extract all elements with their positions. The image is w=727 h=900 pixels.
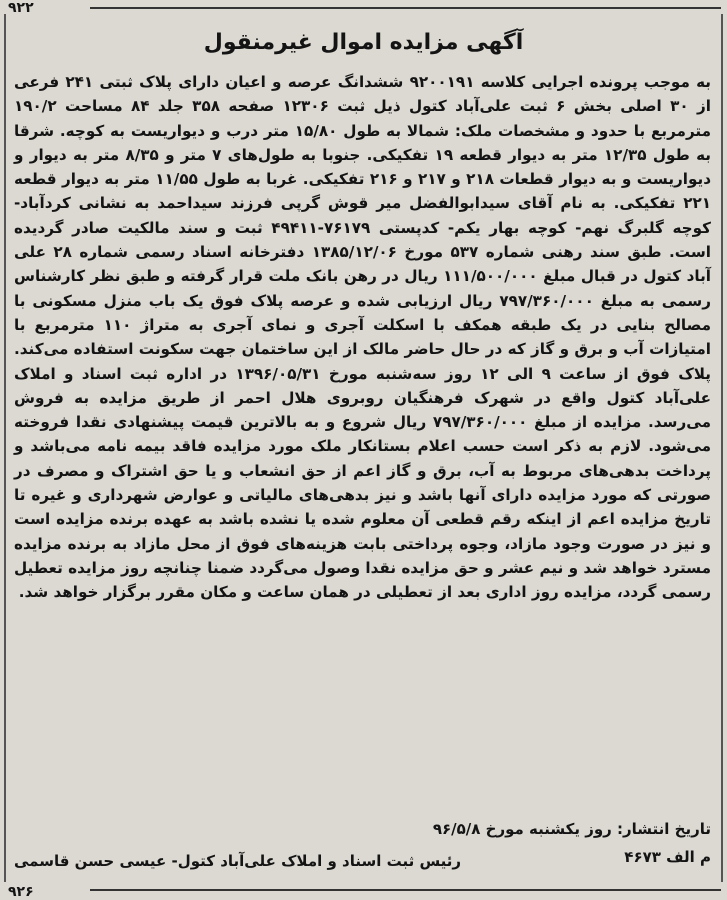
- publish-date: تاریخ انتشار: روز یکشنبه مورخ ۹۶/۵/۸: [432, 820, 711, 838]
- bottom-page-code: ۹۲۶: [8, 884, 34, 900]
- notice-footer: [14, 848, 711, 872]
- bottom-divider: [90, 889, 721, 891]
- notice-body: به موجب پرونده اجرایی کلاسه ۹۲۰۰۱۹۱ ششدانگ عرصه و اعیان دارای پلاک ثبتی ۲۴۱ فرعی از ۳۰ اصلی بخش ۶ ثبت علی‌آباد کتول ذیل ثبت ۱۲۳۰۶ صفحه ۳۵۸ جلد ۸۴ مساحت ۱۹۰/۲ مترمربع با حدود و مشخصات ملک: شمالا به طول ۱۵/۸۰ متر درب و دیواریست به کوچه. شرقا به طول ۱۲/۳۵ متر به دیوار قطعه ۱۹ تفکیکی. جنوبا به طول‌های ۷ متر و ۸/۳۵ متر به دیوار و دیواریست و به دیوار قطعات ۲۱۸ و ۲۱۷ و ۲۱۶ تفکیکی. غربا به طول ۱۱/۵۵ متر به دیوار قطعه ۲۲۱ تفکیکی. به نام آقای سیدابوالفضل میر قوش گرپی فرزند سیداحمد به نشانی کردآباد- کوچه گلبرگ نهم- کوچه بهار یکم- کدپستی ۷۶۱۷۹-۴۹۴۱۱ ثبت و سند مالکیت صادر گردیده است. طبق سند رهنی شماره ۵۳۷ مورخ ۱۳۸۵/۱۲/۰۶ دفترخانه اسناد رسمی شماره ۲۸ علی آباد کتول در قبال مبلغ ۱۱۱/۵۰۰/۰۰۰ ریال در رهن بانک ملت قرار گرفته و طبق نظر کارشناس رسمی به مبلغ ۷۹۷/۳۶۰/۰۰۰ ریال ارزیابی شده و عرصه پلاک فوق یک باب منزل مسکونی با مصالح بنایی در یک طبقه همکف با اسکلت آجری و نمای آجری به متراژ ۱۱۰ مترمربع با امتیازات آب و برق و گاز که در حال حاضر مالک از این ساختمان جهت سکونت استفاده می‌کند. پلاک فوق از ساعت ۹ الی ۱۲ روز سه‌شنبه مورخ ۱۳۹۶/۰۵/۳۱ در اداره ثبت اسناد و املاک علی‌آباد کتول واقع در شهرک فرهنگیان روبروی هلال احمر از طریق مزایده به فروش می‌رسد. مزایده از مبلغ ۷۹۷/۳۶۰/۰۰۰ ریال شروع و به بالاترین قیمت پیشنهادی نقدا فروخته می‌شود. لازم به ذکر است حسب اعلام بستانکار ملک مورد مزایده فاقد بیمه نامه می‌باشد و پرداخت بدهی‌های مربوط به آب، برق و گاز اعم از حق انشعاب و یا حق اشتراک و مصرف در صورتی که مورد مزایده دارای آنها باشد و نیز بدهی‌های مالیاتی و عوارض شهرداری و غیره تا تاریخ مزایده اعم از اینکه رقم قطعی آن معلوم شده یا نشده باشد به عهده برنده مزایده است و نیز در صورت وجود مازاد، وجوه پرداختی بابت هزینه‌های فوق از محل مازاد به برنده مزایده مسترد خواهد شد و نیم عشر و حق مزایده نقدا وصول می‌گردد ضمنا چنانچه روز مزایده تعطیل رسمی گردد، مزایده روز اداری بعد از تعطیلی در همان ساعت و مکان مقرر برگزار خواهد شد.: [14, 73, 712, 602]
- notice-title: آگهی مزایده اموال غیرمنقول: [203, 30, 524, 55]
- notice-code: م الف ۴۶۷۳: [624, 848, 711, 866]
- top-divider: [90, 7, 721, 9]
- top-page-code: ۹۲۲: [8, 0, 34, 16]
- notice-signature: رئیس ثبت اسناد و املاک علی‌آباد کتول- عیسی حسن قاسمی: [14, 852, 462, 870]
